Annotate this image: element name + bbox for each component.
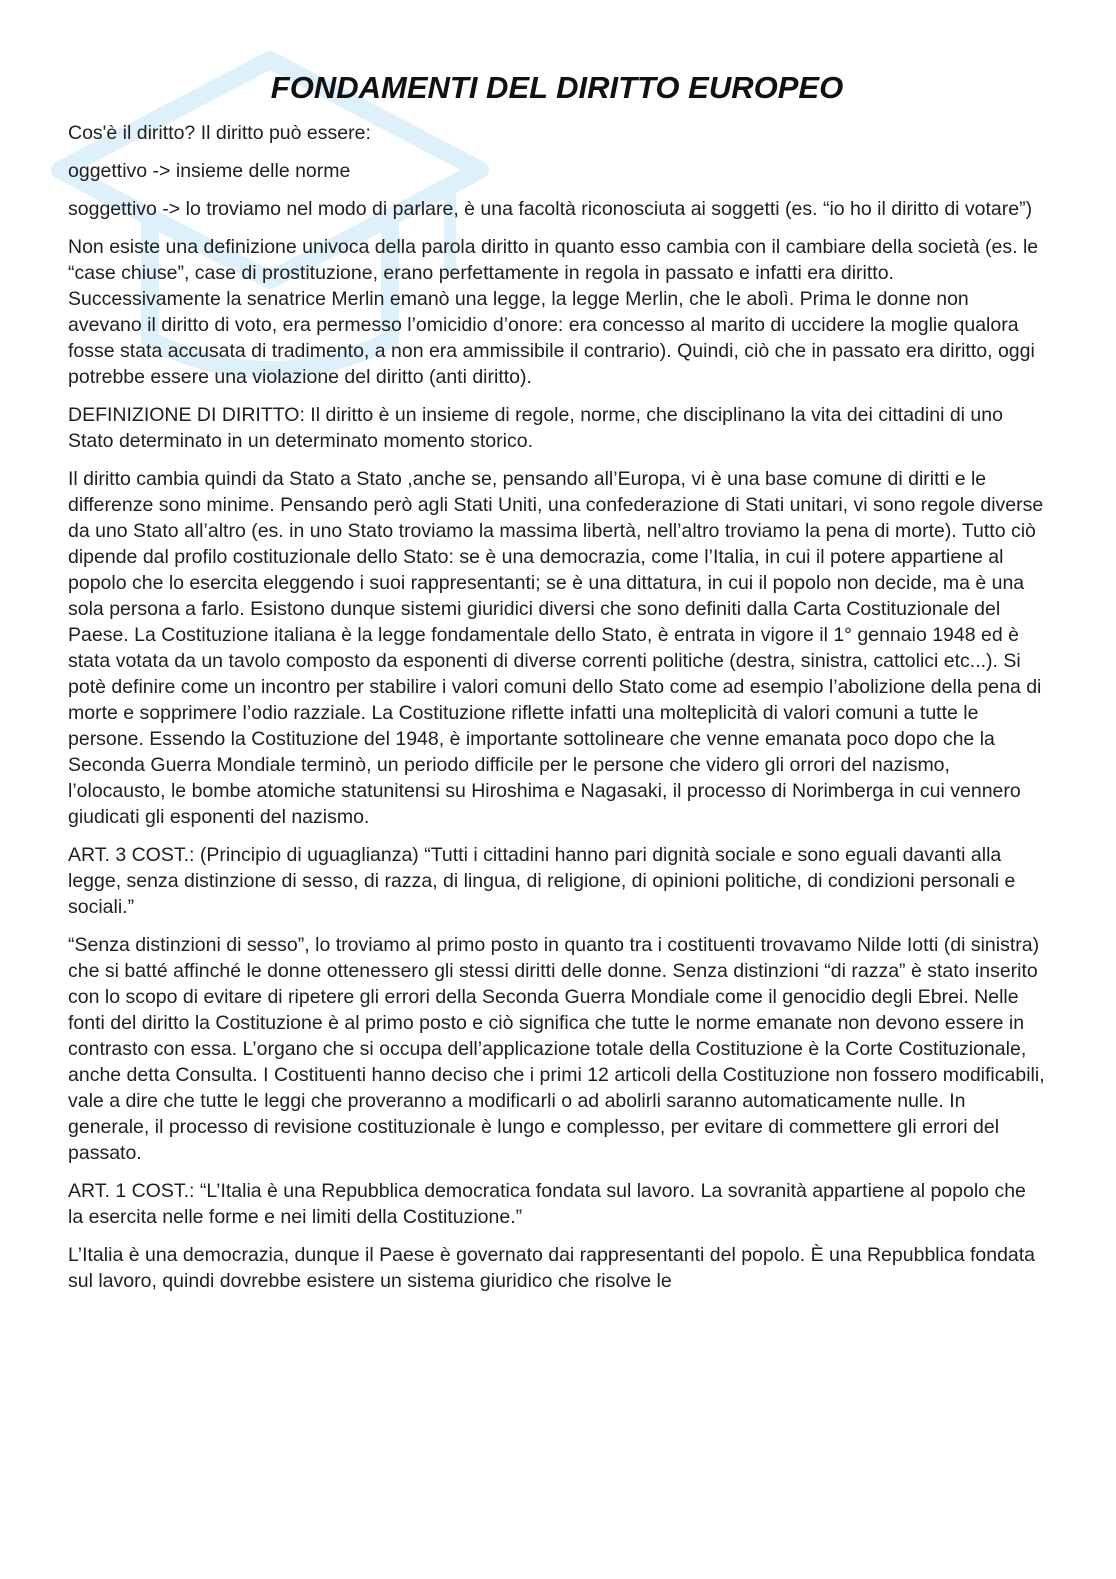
paragraph-art-1: ART. 1 COST.: “L’Italia è una Repubblica democratica fondata sul lavoro. La sovranità appartiene al popolo che la esercita nelle forme e nei limiti della Costituzione.” [68,1180,1026,1228]
paragraph-democracy: L’Italia è una democrazia, dunque il Paese è governato dai rappresentanti del popolo. È una Repubblica fondata sul lavoro, quindi dovrebbe esistere un sistema giuridico che risolve le [68,1244,1036,1292]
paragraph-intro-question: Cos'è il diritto? Il diritto può essere: [68,122,371,144]
paragraph-subjective-law: soggettivo -> lo troviamo nel modo di parlare, è una facoltà riconosciuta ai soggetti (es. “io ho il diritto di votare”) [68,198,1033,220]
paragraph-art-3: ART. 3 COST.: (Principio di uguaglianza) “Tutti i cittadini hanno pari dignità sociale e sono eguali davanti alla legge, senza distinzione di sesso, di razza, di lingua, di religione, di opinioni politiche, di condizioni personali e sociali.” [68,844,1016,918]
paragraph-art-3-commentary: “Senza distinzioni di sesso”, lo troviamo al primo posto in quanto tra i costituenti trovavamo Nilde Iotti (di sinistra) che si batté affinché le donne ottenessero gli stessi diritti delle donne. Senza distinzioni “di razza” è stato inserito con lo scopo di evitare di ripetere gli errori della Seconda Guerra Mondiale come il genocidio degli Ebrei. Nelle fonti del diritto la Costituzione è al primo posto e ciò significa che tutte le norme emanate non devono essere in contrasto con essa. L’organo che si occupa dell’applicazione totale della Costituzione è la Corte Costituzionale, anche detta Consulta. I Costituenti hanno deciso che i primi 12 articoli della Costituzione non fossero modificabili, vale a dire che tutte le leggi che proveranno a modificarli o ad abolirli saranno automaticamente nulle. In generale, il processo di revisione costituzionale è lungo e complesso, per evitare di commettere gli errori del passato. [68,934,1045,1164]
paragraph-law-changes-by-state: Il diritto cambia quindi da Stato a Stato ,anche se, pensando all’Europa, vi è una base comune di diritti e le differenze sono minime. Pensando però agli Stati Uniti, una confederazione di Stati unitari, vi sono regole diverse da uno Stato all’altro (es. in uno Stato troviamo la massima libertà, nell’altro troviamo la pena di morte). Tutto ciò dipende dal profilo costituzionale dello Stato: se è una democrazia, come l’Italia, in cui il potere appartiene al popolo che lo esercita eleggendo i suoi rappresentanti; se è una dittatura, in cui il popolo non decide, ma è una sola persona a farlo. Esistono dunque sistemi giuridici diversi che sono definiti dalla Carta Costituzionale del Paese. La Costituzione italiana è la legge fondamentale dello Stato, è entrata in vigore il 1° gennaio 1948 ed è stata votata da un tavolo composto da esponenti di diverse correnti politiche (destra, sinistra, cattolici etc...). Si potè definire come un incontro per stabilire i valori comuni dello Stato come ad esempio l’abolizione della pena di morte e sopprimere l’odio razziale. La Costituzione riflette infatti una molteplicità di valori comuni a tutte le persone. Essendo la Costituzione del 1948, è importante sottolineare che venne emanata poco dopo che la Seconda Guerra Mondiale terminò, un periodo difficile per le persone che videro gli orrori del nazismo, l’olocausto, le bombe atomiche statunitensi su Hiroshima e Nagasaki, il processo di Norimberga in cui vennero giudicati gli esponenti del nazismo. [68,468,1044,828]
paragraph-definition: DEFINIZIONE DI DIRITTO: Il diritto è un insieme di regole, norme, che disciplinano la vita dei cittadini di uno Stato determinato in un determinato momento storico. [68,404,1003,452]
document-body [68,68,1046,1306]
paragraph-no-univocal-definition: Non esiste una definizione univoca della parola diritto in quanto esso cambia con il cambiare della società (es. le “case chiuse”, case di prostituzione, erano perfettamente in regola in passato e infatti era diritto. Successivamente la senatrice Merlin emanò una legge, la legge Merlin, che le abolì. Prima le donne non avevano il diritto di voto, era permesso l’omicidio d’onore: era concesso al marito di uccidere la moglie qualora fosse stata accusata di tradimento, a non era ammissibile il contrario). Quindi, ciò che in passato era diritto, oggi potrebbe essere una violazione del diritto (anti diritto). [68,236,1039,388]
paragraph-objective-law: oggettivo -> insieme delle norme [68,160,351,182]
document-title: FONDAMENTI DEL DIRITTO EUROPEO [270,70,844,105]
